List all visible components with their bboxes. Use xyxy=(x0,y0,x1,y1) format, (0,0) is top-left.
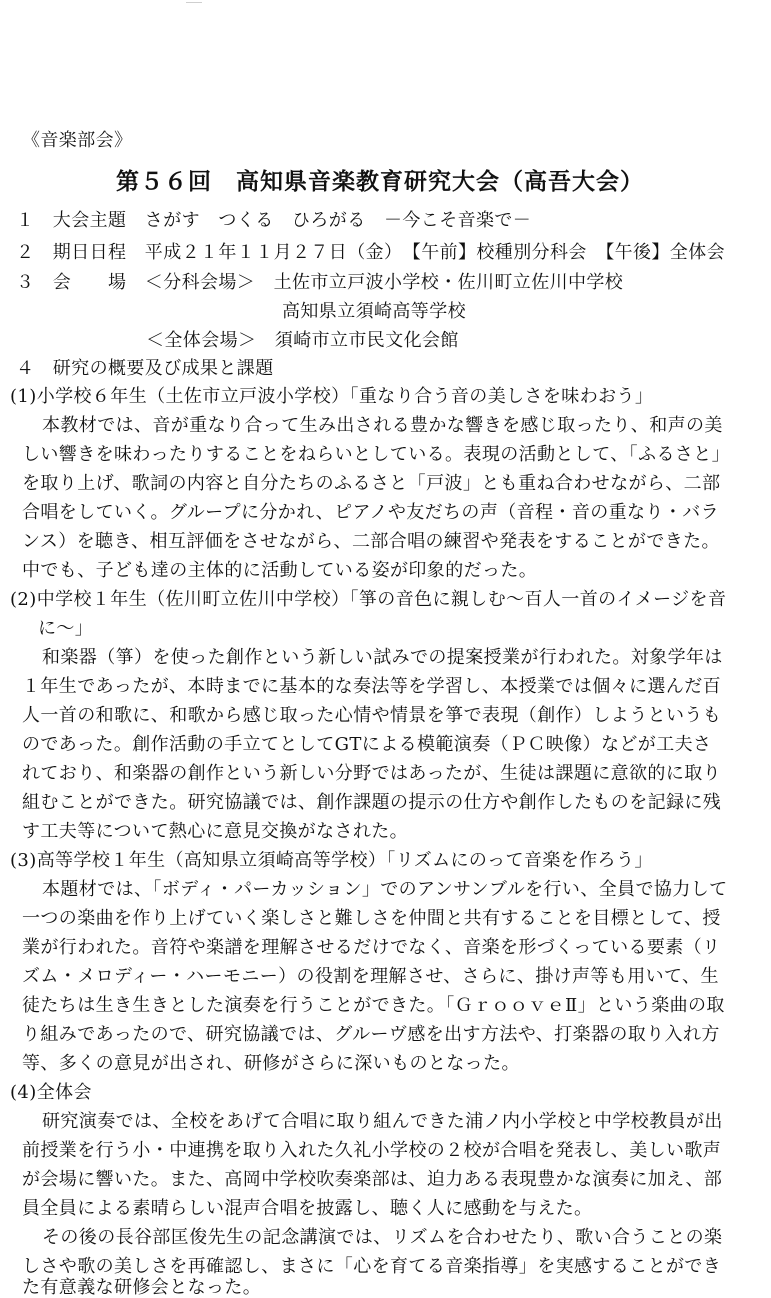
section-1-line: 合唱をしていく。グループに分かれ、ピアノや友だちの声（音程・音の重なり・バラ xyxy=(22,502,720,523)
section-3-line: 本題材では、「ボディ・パーカッション」でのアンサンブルを行い、全員で協力して xyxy=(42,879,728,900)
info-venue-1: ３ 会 場 ＜分科会場＞ 土佐市立戸波小学校・佐川町立佐川中学校 xyxy=(16,272,624,293)
section-2-heading: (2)中学校１年生（佐川町立佐川中学校）「箏の音色に親しむ～百人一首のイメージを音 xyxy=(10,589,727,610)
section-4-line: が会場に響いた。また、高岡中学校吹奏楽部は、迫力ある表現豊かな演奏に加え、部 xyxy=(22,1169,723,1190)
section-3-line: り組みであったので、研究協議では、グルーヴ感を出す方法や、打楽器の取り入れ方 xyxy=(22,1024,720,1045)
section-2-line: 組むことができた。研究協議では、創作課題の提示の仕方や創作したものを記録に残 xyxy=(22,792,722,813)
section-1-heading: (1)小学校６年生（土佐市立戸波小学校）「重なり合う音の美しさを味わおう」 xyxy=(10,386,654,407)
info-theme: １ 大会主題 さがす つくる ひろがる －今こそ音楽で－ xyxy=(16,210,532,231)
page-title: 第５６回 高知県音楽教育研究大会（高吾大会） xyxy=(116,168,644,195)
section-4-line: 前授業を行う小・中連携を取り入れた久礼小学校の２校が合唱を発表し、美しい歌声 xyxy=(22,1140,722,1161)
section-1-line: を取り上げ、歌詞の内容と自分たちのふるさと「戸波」とも重ね合わせながら、二部 xyxy=(22,473,721,494)
section-4-line: 研究演奏では、全校をあげて合唱に取り組んできた浦ノ内小学校と中学校教員が出 xyxy=(42,1111,723,1132)
scan-mark xyxy=(186,2,202,3)
section-2-line: のであった。創作活動の手立てとしてGTによる模範演奏（ＰＣ映像）などが工夫さ xyxy=(22,734,712,755)
section-1-line: 中でも、子ども達の主体的に活動している姿が印象的だった。 xyxy=(22,560,538,581)
section-4-line: た有意義な研修会となった。 xyxy=(22,1277,262,1298)
section-3-heading: (3)高等学校１年生（高知県立須崎高等学校）「リズムにのって音楽を作ろう」 xyxy=(10,850,653,871)
section-3-line: 業が行われた。音符や楽譜を理解させるだけでなく、音楽を形づくっている要素（リ xyxy=(22,937,721,958)
info-date: ２ 期日日程 平成２１年１１月２７日（金） 【午前】校種別分科会 【午後】全体会 xyxy=(16,242,725,263)
section-1-line: ンス）を聴き、相互評価をさせながら、二部合唱の練習や発表をすることができた。 xyxy=(22,531,720,552)
section-4-line: その後の長谷部匡俊先生の記念講演では、リズムを合わせたり、歌い合うことの楽 xyxy=(42,1227,723,1248)
section-label: 《音楽部会》 xyxy=(22,130,133,151)
section-4-line: 員全員による素晴らしい混声合唱を披露し、聴く人に感動を与えた。 xyxy=(22,1198,593,1219)
section-4-heading: (4)全体会 xyxy=(10,1082,92,1103)
summary-heading: ４ 研究の概要及び成果と課題 xyxy=(16,358,274,379)
section-3-line: 一つの楽曲を作り上げていく楽しさと難しさを仲間と共有することを目標として、授 xyxy=(22,908,721,929)
section-3-line: 徒たちは生き生きとした演奏を行うことができた。「ＧｒｏｏｖｅⅡ」という楽曲の取 xyxy=(22,995,725,1016)
section-2-line: 和楽器（箏）を使った創作という新しい試みでの提案授業が行われた。対象学年は xyxy=(42,647,723,668)
info-venue-2: 高知県立須崎高等学校 xyxy=(282,301,466,322)
info-venue-3: ＜全体会場＞ 須崎市立市民文化会館 xyxy=(146,330,459,351)
section-3-line: ズム・メロディー・ハーモニー）の役割を理解させ、さらに、掛け声等も用いて、生 xyxy=(22,966,719,987)
section-2-line: 人一首の和歌に、和歌から感じ取った心情や情景を箏で表現（創作）しようというも xyxy=(22,705,722,726)
section-1-line: 本教材では、音が重なり合って生み出される豊かな響きを感じ取ったり、和声の美 xyxy=(42,415,723,436)
section-1-line: しい響きを味わったりすることをねらいとしている。表現の活動として、「ふるさと」 xyxy=(22,444,731,465)
section-2-line: す工夫等について熱心に意見交換がなされた。 xyxy=(22,821,409,842)
section-4-line: しさや歌の美しさを再確認し、まさに「心を育てる音楽指導」を実感することができ xyxy=(22,1256,722,1277)
section-2-line: １年生であったが、本時までに基本的な奏法等を学習し、本授業では個々に選んだ百 xyxy=(22,676,722,697)
section-2-line: れており、和楽器の創作という新しい分野ではあったが、生徒は課題に意欲的に取り xyxy=(22,763,722,784)
section-2-heading-cont: に～」 xyxy=(38,618,94,639)
section-3-line: 等、多くの意見が出され、研修がさらに深いものとなった。 xyxy=(22,1053,520,1074)
